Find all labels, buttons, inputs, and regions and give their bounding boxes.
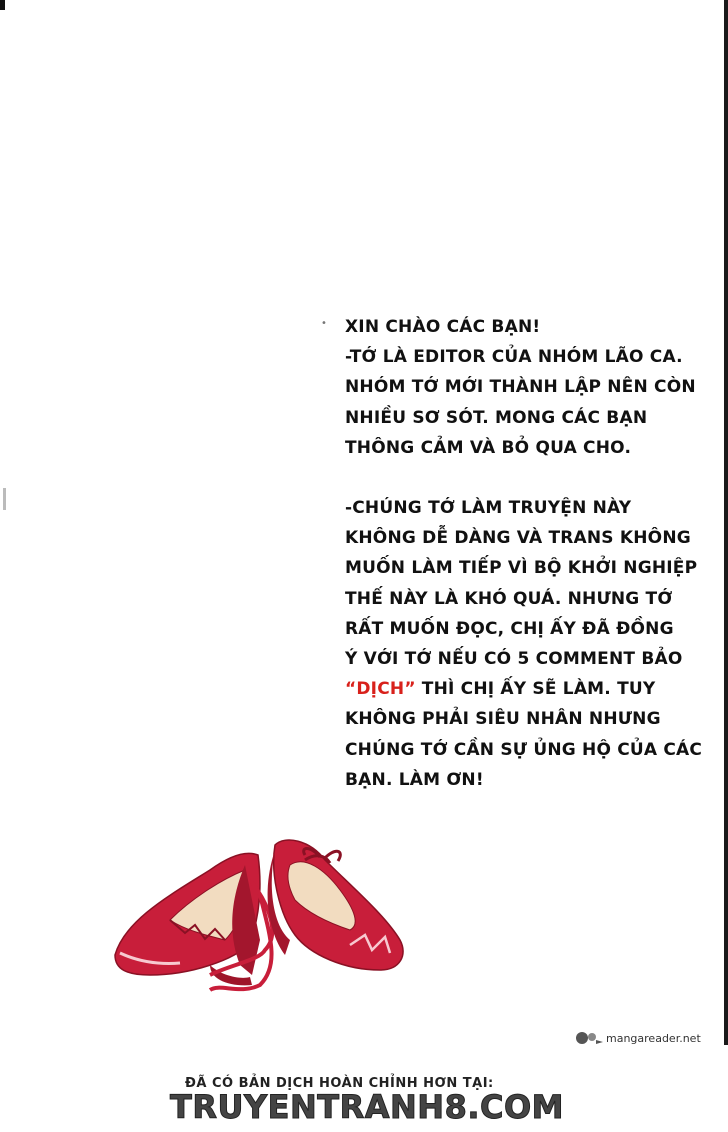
footer-site-name: TRUYENTRANH8.COM	[170, 1088, 565, 1126]
scan-edge-mark	[0, 0, 5, 10]
note-line-highlight	[345, 674, 675, 704]
note-line: NHIỀU SƠ SÓT. MONG CÁC BẠN	[345, 407, 648, 428]
note-line: THẾ NÀY LÀ KHÓ QUÁ. NHƯNG TỚ	[345, 588, 673, 609]
paragraph-gap	[345, 463, 675, 493]
note-line: Ý VỚI TỚ NẾU CÓ 5 COMMENT BẢO	[345, 649, 683, 670]
watermark-text: mangareader.net	[606, 1031, 701, 1045]
editor-note	[345, 312, 703, 795]
note-line: BẠN. LÀM ƠN!	[345, 769, 484, 790]
note-line: KHÔNG PHẢI SIÊU NHÂN NHƯNG	[345, 709, 661, 730]
note-line: CHÚNG TỚ CẦN SỰ ỦNG HỘ CỦA CÁC	[345, 739, 703, 760]
note-line: NHÓM TỚ MỚI THÀNH LẬP NÊN CÒN	[345, 377, 696, 398]
note-line: -CHÚNG TỚ LÀM TRUYỆN NÀY	[345, 498, 632, 519]
red-shoes-illustration	[110, 825, 410, 995]
scan-speck	[3, 488, 6, 510]
left-shoe	[115, 853, 272, 985]
note-line: -TỚ LÀ EDITOR CỦA NHÓM LÃO CA.	[345, 347, 683, 368]
note-line: RẤT MUỐN ĐỌC, CHỊ ẤY ĐÃ ĐỒNG	[345, 618, 674, 639]
note-line: KHÔNG DỄ DÀNG VÀ TRANS KHÔNG	[345, 528, 691, 549]
manga-reader-logo-icon	[574, 1030, 604, 1046]
footer-notice: ĐÃ CÓ BẢN DỊCH HOÀN CHỈNH HƠN TẠI:	[185, 1076, 494, 1091]
bullet-dot-icon: •	[321, 318, 327, 329]
note-line-rest: THÌ CHỊ ẤY SẼ LÀM. TUY	[415, 679, 656, 700]
scan-edge-right	[724, 0, 728, 1045]
watermark	[574, 1030, 701, 1046]
note-line: THÔNG CẢM VÀ BỎ QUA CHO.	[345, 437, 632, 458]
note-line: XIN CHÀO CÁC BẠN!	[345, 317, 541, 337]
highlight-word: “DỊCH”	[345, 679, 416, 700]
note-line: MUỐN LÀM TIẾP VÌ BỘ KHỞI NGHIỆP	[345, 558, 698, 579]
right-shoe	[268, 840, 403, 970]
